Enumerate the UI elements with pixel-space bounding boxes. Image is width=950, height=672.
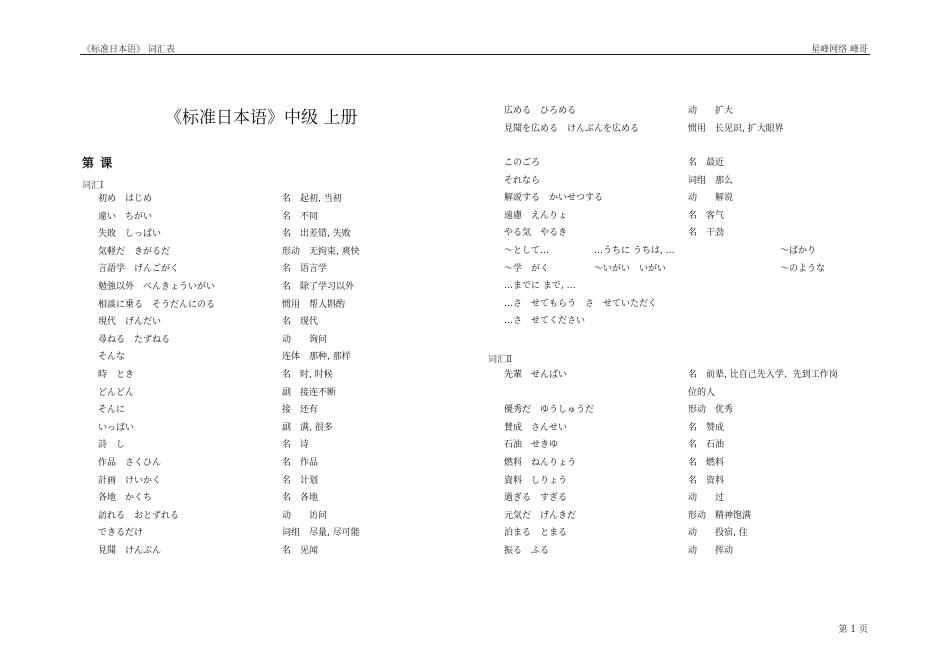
vocab-meaning: 名 干劲 xyxy=(688,228,725,239)
vocab-word: 作品 さくひん xyxy=(98,458,162,468)
vocab-meaning: 连体 那种, 那样 xyxy=(282,352,351,363)
vocab-meaning: 动 扩大 xyxy=(688,106,734,116)
vocab-meaning: 名 语言学 xyxy=(282,264,328,275)
vocab-word: 燃料 ねんりょう xyxy=(504,458,577,468)
vocab-word: それなら xyxy=(504,175,541,186)
vocab-word: 見聞を広める けんぶんを広める xyxy=(504,123,640,134)
vocab-meaning: 名 时, 时候 xyxy=(282,370,333,380)
vocab-word: そんに xyxy=(98,405,126,416)
vocab-word: 遠慮 えんりょ xyxy=(504,210,568,221)
grammar-item: ～学 がく xyxy=(504,263,550,274)
vocab-word: 相談に乗る そうだんにのる xyxy=(98,299,216,310)
grammar-item: …さ せてください xyxy=(504,316,586,327)
vocab-meaning: 动 过 xyxy=(688,493,725,504)
vocab-word: 賛成 さんせい xyxy=(504,422,568,433)
grammar-item: ～のような xyxy=(780,263,826,274)
vocab-word: どんどん xyxy=(98,387,135,398)
grammar-item: …うちに うちは, … xyxy=(594,246,675,256)
vocab-word: 現代 げんだい xyxy=(98,317,162,328)
vocab-word: 勉強以外 べんきょういがい xyxy=(98,282,216,292)
vocab-meaning: 位的人 xyxy=(688,387,716,398)
vocab-meaning: 名 燃料 xyxy=(688,458,725,468)
vocab-meaning: 副 满, 很多 xyxy=(282,422,333,433)
grammar-item: …さ せてもらう さ せていただく xyxy=(504,298,658,309)
vocab-word: 気軽だ きがるだ xyxy=(98,246,171,257)
vocab-word: いっぱい xyxy=(98,422,135,433)
header-right: 星峰网络 峰哥 xyxy=(811,45,868,55)
vocab-word: このごろ xyxy=(504,158,541,168)
vocab-word: 各地 かくち xyxy=(98,493,153,504)
vocab-word: 解説する かいせつする xyxy=(504,193,604,204)
vocab-word: 訪れる おとずれる xyxy=(98,510,180,521)
vocab-meaning: 动 投宿, 住 xyxy=(688,528,748,539)
vocab-word: 見聞 けんぶん xyxy=(98,546,162,556)
vocab-word: 元気だ げんきだ xyxy=(504,510,577,521)
vocab-meaning: 名 作品 xyxy=(282,458,319,468)
vocab-meaning: 名 诗 xyxy=(282,440,310,451)
vocab-word: 石油 せきゆ xyxy=(504,440,559,451)
vocab-meaning: 动 访问 xyxy=(282,510,328,521)
vocab-meaning: 词组 尽量, 尽可能 xyxy=(282,528,360,539)
vocab-meaning: 名 资料 xyxy=(688,475,725,486)
vocab-meaning: 动 挥动 xyxy=(688,546,734,556)
vocab-word: そんな xyxy=(98,352,126,363)
vocab-word: 失敗 しっぱい xyxy=(98,229,162,240)
grammar-item: ～いがい いがい xyxy=(594,263,667,274)
vocab-meaning: 名 前辈, 比自己先入学、先到工作岗 xyxy=(688,370,838,380)
header-left: 《标准日本语》 词汇表 xyxy=(82,45,175,55)
grammar-item: ～として… xyxy=(504,246,550,256)
vocab-word: 泊まる とまる xyxy=(504,528,568,539)
vocab-word: 詩 し xyxy=(98,440,126,451)
vocab-meaning: 副 接连不断 xyxy=(282,387,337,398)
vocab-word: 時 とき xyxy=(98,370,135,380)
vocab-meaning: 动 询问 xyxy=(282,334,328,345)
section-vocab-2: 词汇Ⅱ xyxy=(488,355,513,365)
vocab-meaning: 名 各地 xyxy=(282,493,319,504)
vocab-word: 先輩 せんぱい xyxy=(504,370,568,380)
vocab-word: 尋ねる たずねる xyxy=(98,334,171,345)
vocab-meaning: 名 赞成 xyxy=(688,422,725,433)
grammar-item: …までに まで, … xyxy=(504,281,576,292)
vocab-word: できるだけ xyxy=(98,528,144,539)
vocab-meaning: 名 石油 xyxy=(688,440,725,451)
vocab-meaning: 惯用 帮人斟酌 xyxy=(282,299,346,310)
vocab-meaning: 名 除了学习以外 xyxy=(282,282,355,292)
page-title: 《标准日本语》中级 上册 xyxy=(165,108,358,128)
vocab-meaning: 形动 精神饱满 xyxy=(688,510,752,521)
vocab-word: 計画 けいかく xyxy=(98,475,162,486)
lesson-label: 第 课 xyxy=(82,156,114,170)
vocab-word: やる気 やるき xyxy=(504,228,568,239)
vocab-word: 振る ふる xyxy=(504,546,550,556)
vocab-word: 広める ひろめる xyxy=(504,106,577,116)
vocab-meaning: 形动 无拘束, 爽快 xyxy=(282,246,360,257)
vocab-word: 資料 しりょう xyxy=(504,475,568,486)
vocab-meaning: 名 见闻 xyxy=(282,546,319,556)
grammar-item: ～ばかり xyxy=(780,246,817,256)
vocab-word: 言語学 げんごがく xyxy=(98,264,180,275)
header-rule xyxy=(80,54,870,55)
vocab-word: 過ぎる すぎる xyxy=(504,493,568,504)
vocab-meaning: 名 出差错, 失败 xyxy=(282,229,351,240)
vocab-meaning: 名 客气 xyxy=(688,210,725,221)
vocab-meaning: 名 现代 xyxy=(282,317,319,328)
page-number: 第 1 页 xyxy=(838,625,868,635)
vocab-meaning: 动 解说 xyxy=(688,193,734,204)
vocab-meaning: 形动 优秀 xyxy=(688,405,734,416)
vocab-meaning: 惯用 长见识, 扩大眼界 xyxy=(688,123,784,134)
vocab-word: 違い ちがい xyxy=(98,211,153,222)
vocab-meaning: 名 计划 xyxy=(282,475,319,486)
vocab-meaning: 名 不同 xyxy=(282,211,319,222)
vocab-meaning: 词组 那么 xyxy=(688,175,734,186)
vocab-meaning: 名 起初, 当初 xyxy=(282,194,342,204)
vocab-meaning: 接 还有 xyxy=(282,405,319,416)
vocab-word: 優秀だ ゆうしゅうだ xyxy=(504,405,595,416)
vocab-meaning: 名 最近 xyxy=(688,158,725,168)
vocab-word: 初め はじめ xyxy=(98,194,153,204)
section-vocab-1: 词汇Ⅰ xyxy=(82,181,104,191)
